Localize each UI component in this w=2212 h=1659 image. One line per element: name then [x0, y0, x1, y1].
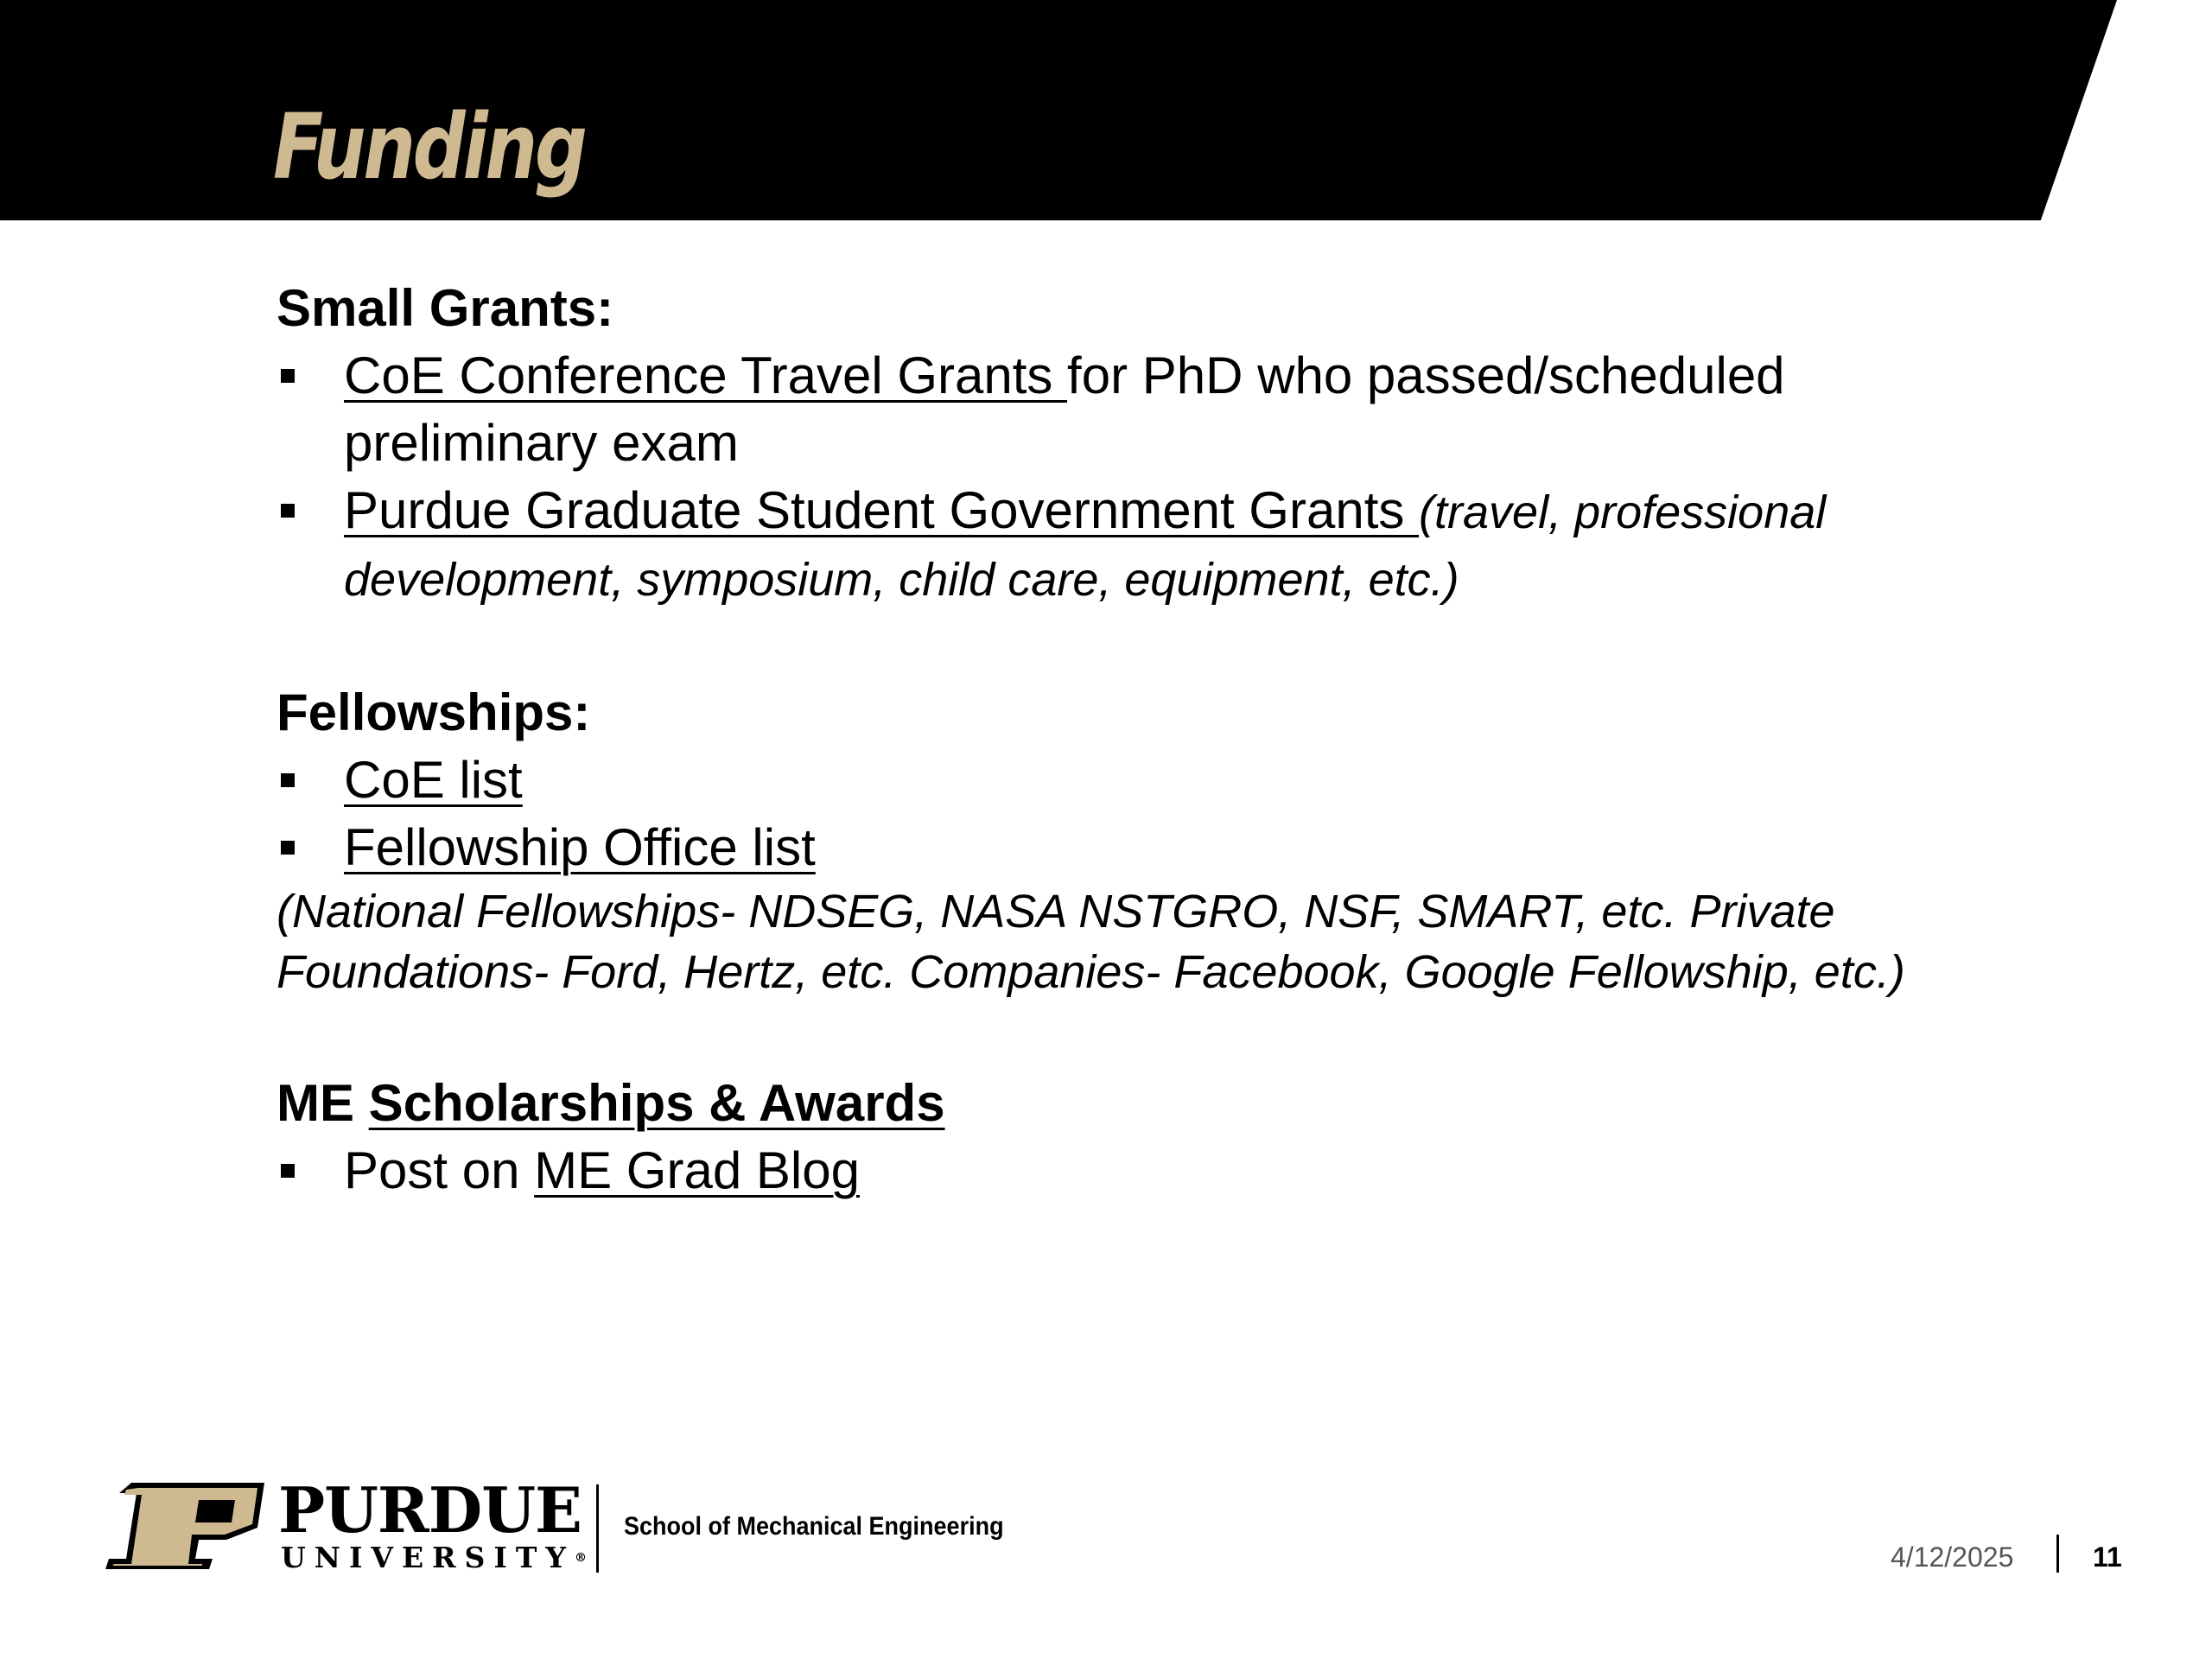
scholarships-heading-prefix: ME: [276, 1074, 369, 1132]
coe-list-link[interactable]: CoE list: [344, 751, 523, 809]
square-bullet-icon: [281, 773, 295, 787]
fellowships-list: [276, 747, 1970, 881]
small-grants-list: [276, 342, 1970, 612]
scholarships-awards-link[interactable]: Scholarships & Awards: [368, 1074, 945, 1132]
square-bullet-icon: [281, 369, 295, 383]
list-item: [276, 747, 1970, 814]
list-item-note: (travel, professional development, symposium, child care, equipment, etc.): [344, 486, 1827, 606]
list-item: [276, 477, 1970, 612]
logo-purdue-wordmark: PURDUE: [278, 1473, 582, 1547]
page-number-divider: [2056, 1535, 2059, 1573]
pgsg-grants-link[interactable]: Purdue Graduate Student Government Grants: [344, 481, 1420, 539]
coe-conference-travel-grants-link[interactable]: CoE Conference Travel Grants: [344, 346, 1068, 404]
me-grad-blog-link[interactable]: ME Grad Blog: [534, 1141, 860, 1199]
list-item-text: Post on: [344, 1141, 535, 1199]
footer-divider: [596, 1484, 599, 1573]
square-bullet-icon: [281, 504, 295, 518]
scholarships-list: [276, 1137, 1970, 1205]
slide-title: Funding: [273, 94, 585, 200]
square-bullet-icon: [281, 1164, 295, 1178]
list-item: [276, 1137, 1970, 1205]
fellowships-heading: Fellowships:: [276, 683, 591, 741]
fellowship-office-list-link[interactable]: Fellowship Office list: [344, 818, 816, 876]
fellowships-note: (National Fellowships- NDSEG, NASA NSTGRO, NSF, SMART, etc. Private Foundations- Ford, Hertz, etc. Companies- Facebook, Google Fellowship, etc.): [276, 886, 1905, 998]
slide-date: 4/12/2025: [1891, 1541, 2014, 1573]
list-item: [276, 814, 1970, 881]
slide-content: [276, 275, 1970, 1205]
logo-university-wordmark: UNIVERSITY®: [281, 1541, 587, 1574]
list-item: [276, 342, 1970, 477]
square-bullet-icon: [281, 841, 295, 855]
purdue-logo: [105, 1473, 607, 1574]
list-item-text: for PhD who passed/scheduled preliminary exam: [344, 346, 1785, 472]
small-grants-heading: Small Grants:: [276, 279, 614, 337]
purdue-p-logo-icon: [105, 1483, 264, 1569]
page-number: 11: [2093, 1541, 2122, 1573]
scholarships-heading: [276, 1070, 1970, 1137]
school-name: School of Mechanical Engineering: [624, 1512, 1004, 1541]
registered-mark: ®: [574, 1551, 587, 1565]
